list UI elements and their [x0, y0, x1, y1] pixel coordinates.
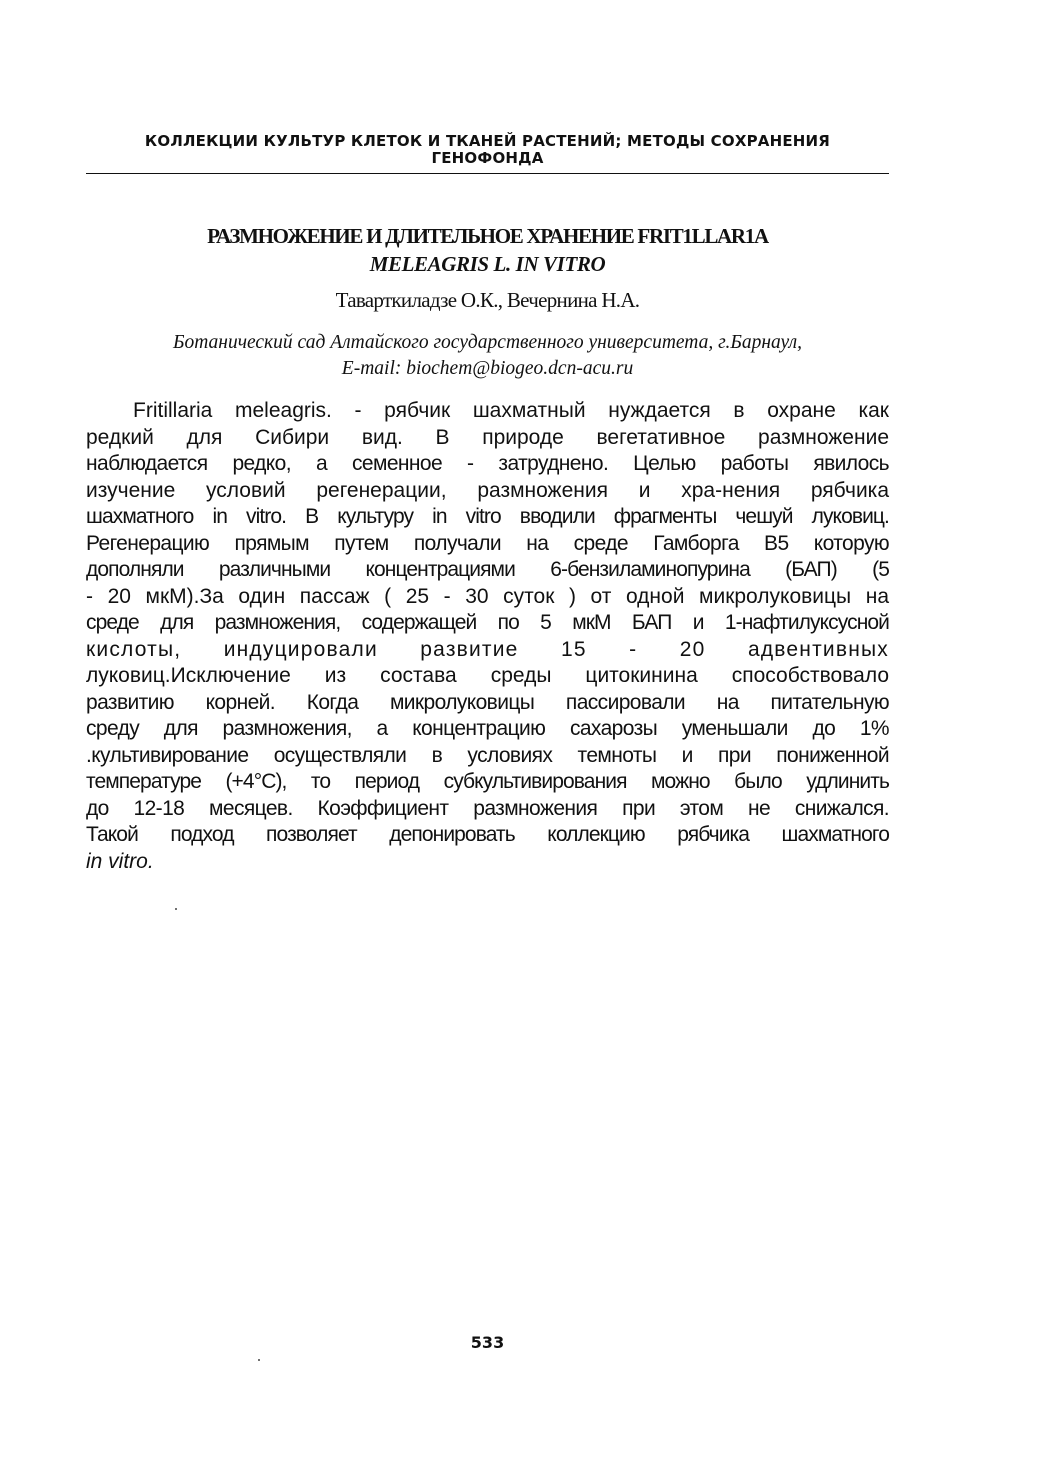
body-line: Регенерацию прямым путем получали на среде Гамборга В5 которую [86, 531, 889, 555]
running-head-line-2: ГЕНОФОНДА [431, 149, 544, 167]
header-rule [86, 173, 889, 174]
article-title-line-1: РАЗМНОЖЕНИЕ И ДЛИТЕЛЬНОЕ ХРАНЕНИЕ FRIT1LLAR1A [207, 224, 768, 248]
article-title [86, 222, 889, 278]
body-line: развитию корней. Когда микролуковицы пассировали на питательную [86, 690, 889, 714]
body-line: среду для размножения, а концентрацию сахарозы уменьшали до 1% [86, 717, 889, 740]
body-line: Fritillaria meleagris. - рябчик шахматный нуждается в охране как [133, 399, 889, 422]
affiliation-line-1: Ботанический сад Алтайского государственного университета, г.Барнаул, [172, 332, 803, 353]
article-title-line-2: MELEAGRIS L. IN VITRO [369, 252, 606, 276]
body-line: изучение условий регенерации, размножения и хра-нения рябчика [86, 478, 889, 502]
body-line: шахматного in vitro. В культуру in vitro вводили фрагменты чешуй луковиц. [86, 505, 889, 528]
page-number: 533 [470, 1333, 505, 1352]
body-line-last [86, 849, 889, 876]
body-line: температуре (+4°С), то период субкультивирования можно было удлинить [86, 770, 889, 793]
body-line: дополняли различными концентрациями 6-бензиламинопурина (БАП) (5 [86, 558, 889, 581]
article-authors: Таварткиладзе О.К., Вечернина Н.А. [335, 288, 640, 312]
body-line: .культивирование осуществляли в условиях темноты и при пониженной [86, 743, 889, 767]
article-affiliation [86, 330, 889, 382]
affiliation-line-2: E-mail: biochem@biogeo.dcn-acu.ru [341, 358, 634, 379]
body-line: до 12-18 месяцев. Коэффициент размножения при этом не снижался. [86, 796, 889, 820]
body-line: наблюдается редко, а семенное - затруднено. Целью работы явилось [86, 452, 889, 475]
body-last-line-text: in vitro. [86, 849, 154, 873]
body-line: Такой подход позволяет депонировать коллекцию рябчика шахматного [86, 823, 889, 846]
running-head-line-1: КОЛЛЕКЦИИ КУЛЬТУР КЛЕТОК И ТКАНЕЙ РАСТЕНИЙ; МЕТОДЫ СОХРАНЕНИЯ [144, 132, 831, 150]
scan-speck [258, 1359, 260, 1361]
body-line: среде для размножения, содержащей по 5 мкМ БАП и 1-нафтилуксусной [86, 611, 889, 634]
scan-speck [175, 908, 177, 910]
article-body [86, 398, 889, 875]
running-head [86, 133, 889, 167]
body-line: редкий для Сибири вид. В природе вегетативное размножение [86, 425, 889, 449]
body-line: кислоты, индуцировали развитие 15 - 20 адвентивных [86, 637, 889, 661]
body-line: - 20 мкМ).За один пассаж ( 25 - 30 суток ) от одной микролуковицы на [86, 584, 889, 608]
body-line: луковиц.Исключение из состава среды цитокинина способствовало [86, 664, 889, 687]
